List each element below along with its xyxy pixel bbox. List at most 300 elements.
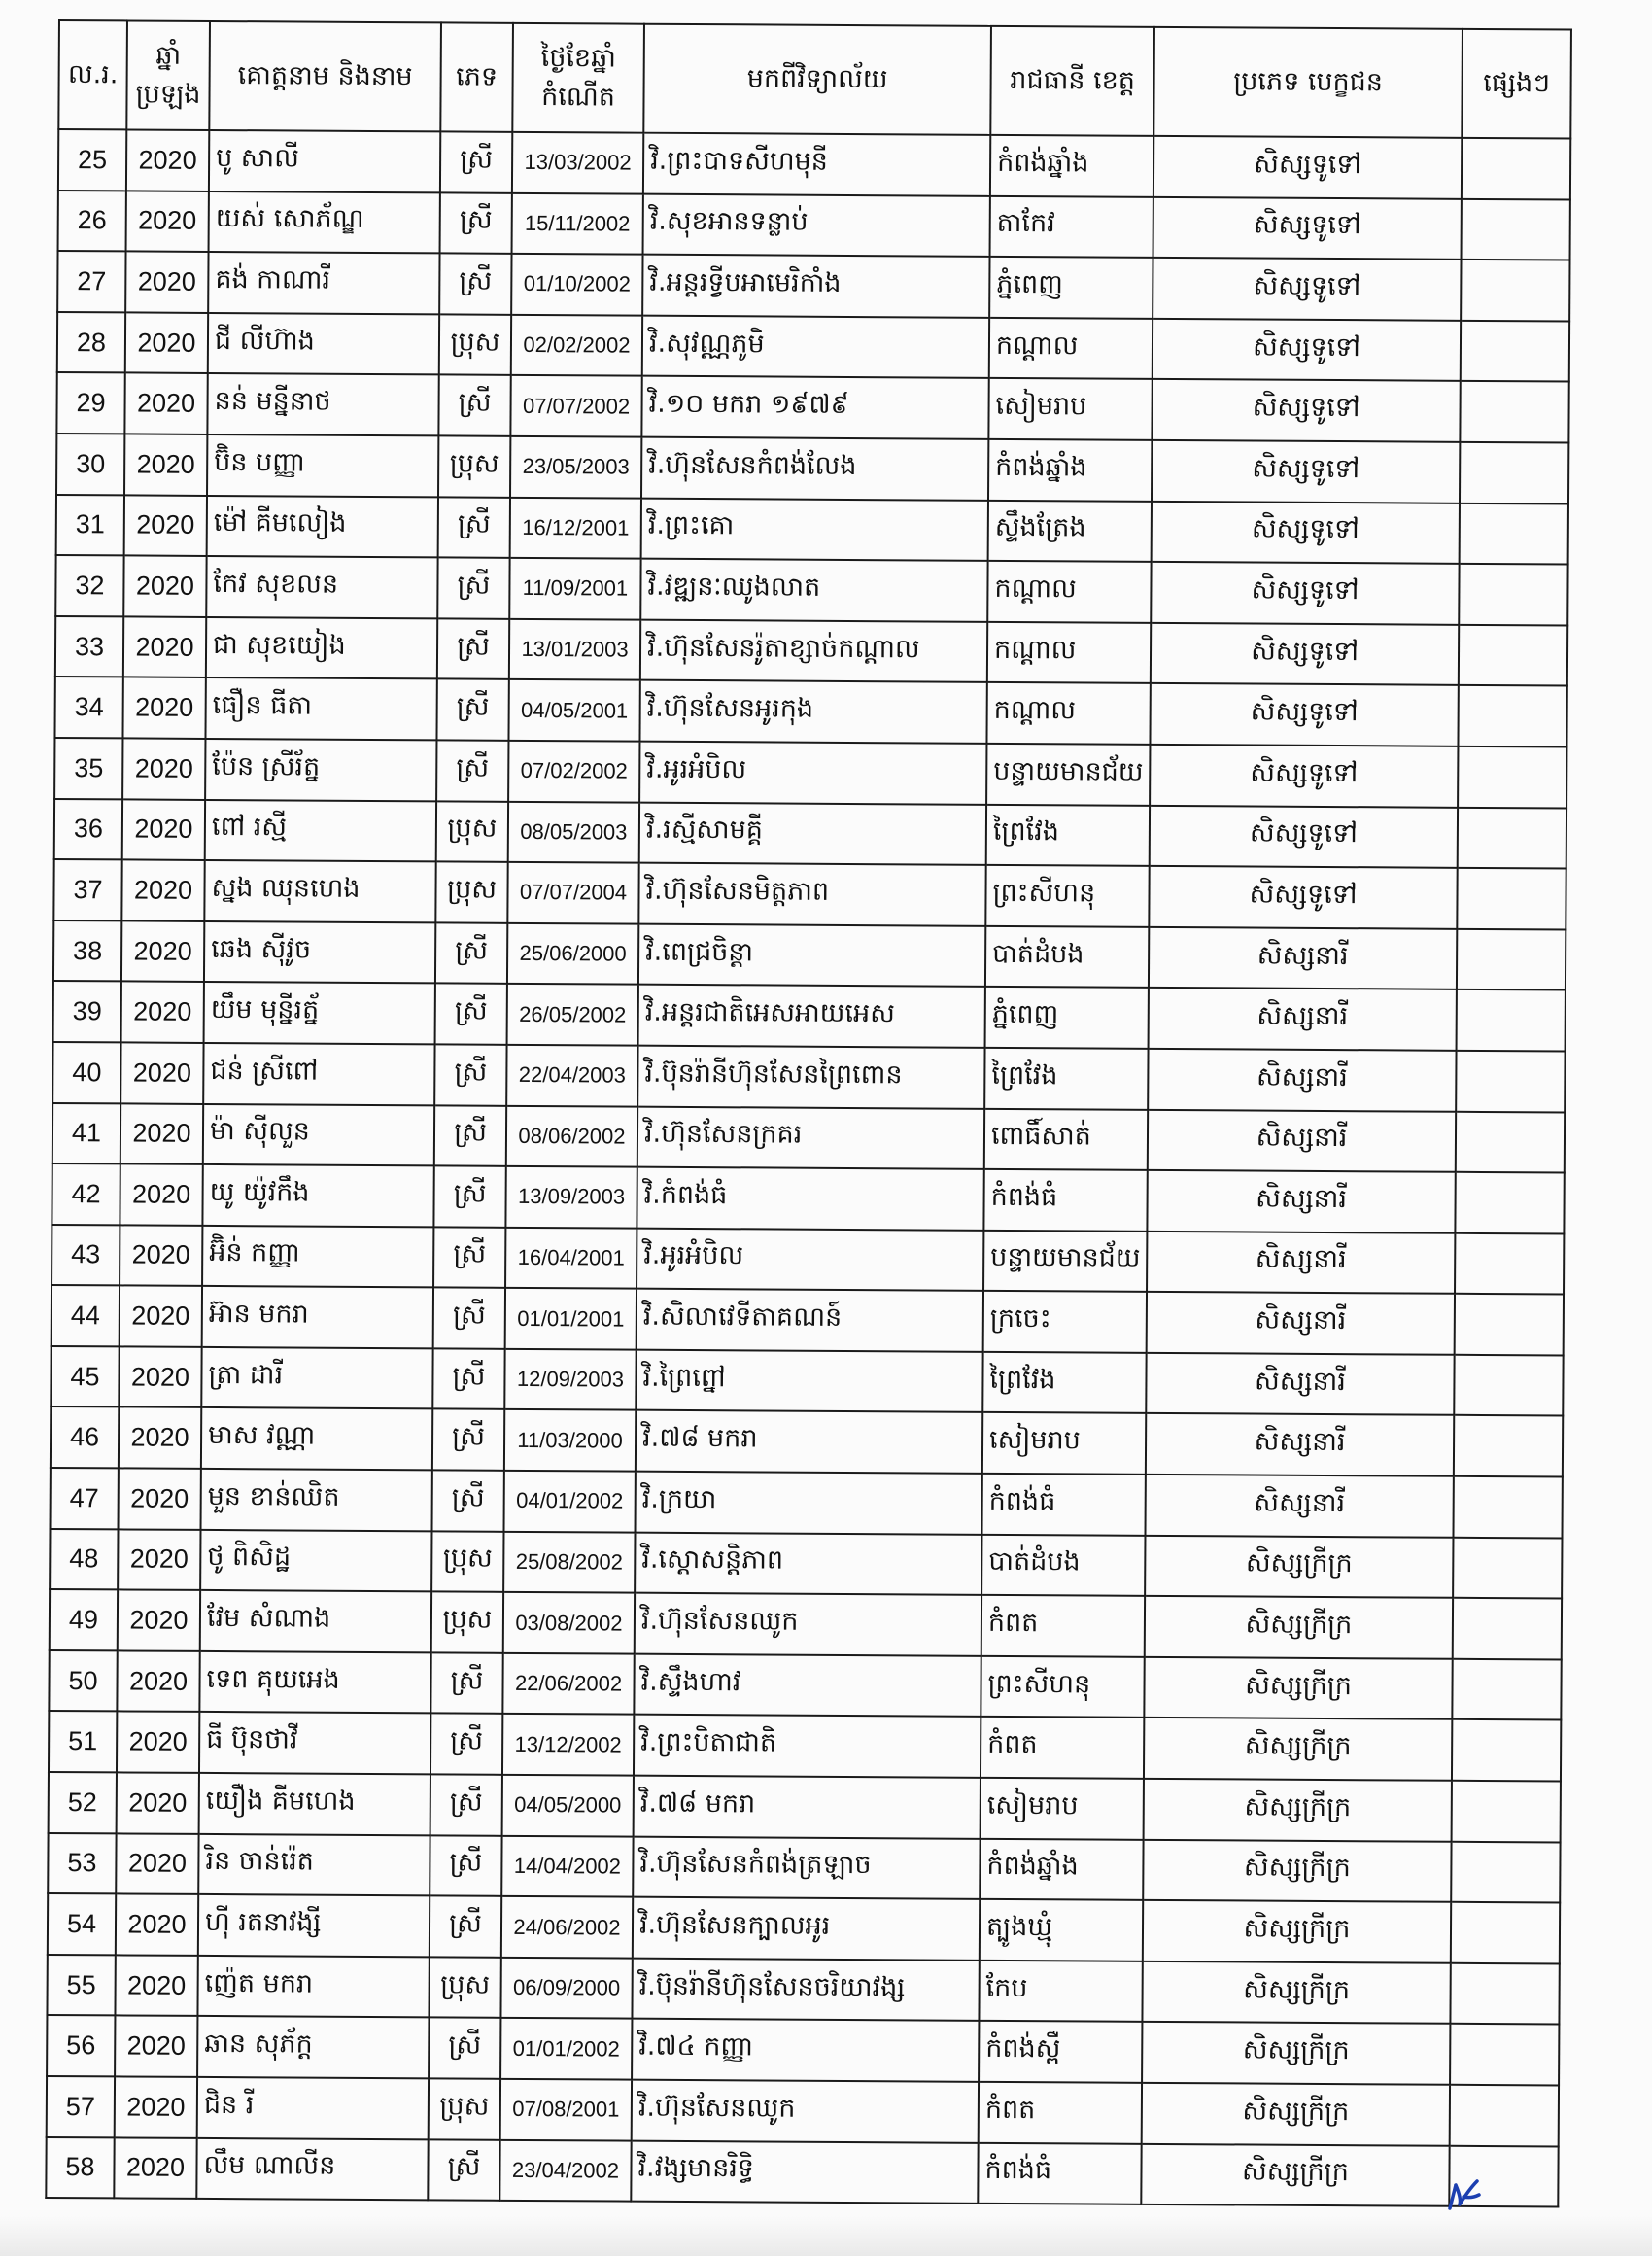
cell-other (1462, 138, 1570, 199)
cell-no: 54 (48, 1893, 116, 1955)
cell-other (1450, 2085, 1559, 2146)
cell-school: វិ.ព្រះបិតាជាតិ (634, 1715, 981, 1778)
cell-no: 49 (50, 1589, 118, 1650)
cell-exam-year: 2020 (119, 1407, 201, 1469)
cell-no: 38 (53, 920, 121, 982)
cell-province: កំពង់ស្ពឺ (979, 2021, 1142, 2083)
table-row (55, 555, 1567, 625)
cell-exam-year: 2020 (120, 1042, 203, 1103)
cell-no: 44 (52, 1285, 120, 1346)
cell-name: នន់ មន្នីនាថ (207, 373, 438, 435)
cell-province: កំពង់ធំ (978, 2142, 1141, 2204)
cell-sex: ស្រី (436, 679, 508, 741)
cell-school: វិ.កំពង់ធំ (637, 1167, 983, 1231)
cell-name: ញ៉េត មករា (197, 1956, 429, 2018)
table-row (48, 1893, 1560, 1963)
cell-type: សិស្សទូទៅ (1150, 683, 1458, 746)
cell-sex: ប្រុស (429, 1957, 500, 2018)
table-row (49, 1772, 1561, 1842)
cell-dob: 13/12/2002 (502, 1714, 634, 1775)
cell-dob: 08/06/2002 (506, 1105, 637, 1166)
cell-province: ភ្នំពេញ (989, 257, 1153, 319)
cell-sex: ប្រុស (436, 801, 508, 862)
cell-sex: ប្រុស (429, 2078, 500, 2139)
cell-sex: ប្រុស (435, 862, 507, 923)
cell-type: សិស្សនារី (1145, 1475, 1453, 1538)
table-row (46, 2137, 1558, 2207)
cell-sex: ស្រី (437, 618, 509, 679)
cell-type: សិស្សនារី (1146, 1413, 1454, 1476)
cell-type: សិស្សនារី (1147, 1232, 1455, 1295)
cell-other (1452, 1719, 1561, 1781)
cell-no: 58 (46, 2137, 114, 2199)
cell-dob: 04/01/2002 (504, 1471, 636, 1532)
cell-other (1460, 381, 1568, 442)
cell-dob: 15/11/2002 (512, 192, 643, 254)
cell-name: ប៊ិន បញ្ញា (207, 434, 438, 497)
cell-province: ត្បូងឃ្មុំ (980, 1899, 1143, 1961)
cell-exam-year: 2020 (114, 2137, 196, 2199)
cell-no: 29 (56, 372, 124, 434)
cell-exam-year: 2020 (117, 1772, 199, 1833)
cell-school: វិ.ព្រះគោ (641, 498, 988, 561)
cell-name: ជា សុខយៀង (206, 617, 437, 679)
cell-school: វិ.រស្មីសាមគ្គី (639, 802, 986, 865)
cell-province: កណ្ដាល (987, 561, 1151, 623)
cell-dob: 16/12/2001 (510, 497, 641, 558)
cell-name: ហ៊ី រតនាវង្សី (198, 1894, 430, 1957)
cell-exam-year: 2020 (119, 1346, 201, 1407)
cell-dob: 14/04/2002 (501, 1835, 633, 1896)
cell-name: ឆេង ស៊ីវូច (204, 921, 435, 984)
cell-no: 55 (47, 1955, 115, 2016)
cell-no: 32 (55, 555, 123, 616)
cell-other (1459, 564, 1567, 625)
cell-dob: 23/04/2002 (499, 2139, 631, 2201)
cell-no: 45 (51, 1346, 119, 1407)
cell-province: ពោធិ៍សាត់ (984, 1108, 1148, 1170)
table-row (47, 2076, 1559, 2146)
cell-sex: ស្រី (429, 2018, 500, 2079)
cell-no: 41 (52, 1102, 120, 1163)
cell-other (1453, 1598, 1562, 1659)
cell-type: សិស្សទូទៅ (1153, 319, 1461, 382)
cell-name: ឆាន សុភ័ក្ត (197, 2016, 429, 2078)
table-row (54, 738, 1566, 808)
cell-sex: ប្រុស (438, 435, 510, 497)
cell-dob: 11/09/2001 (509, 558, 640, 619)
cell-name: គង់ កាណារី (208, 252, 439, 314)
cell-name: មួន ខាន់ឈិត (201, 1469, 432, 1531)
header-type: ប្រភេទ បេក្ខជន (1153, 27, 1463, 138)
cell-exam-year: 2020 (118, 1590, 200, 1651)
cell-exam-year: 2020 (122, 799, 205, 860)
cell-type: សិស្សទូទៅ (1153, 196, 1462, 260)
cell-other (1456, 1051, 1565, 1112)
cell-name: ម៉ា ស៊ីលួន (203, 1103, 434, 1165)
cell-no: 35 (54, 738, 122, 799)
cell-dob: 04/05/2000 (502, 1775, 634, 1836)
cell-other (1458, 685, 1566, 746)
cell-type: សិស្សនារី (1147, 1170, 1455, 1233)
cell-province: សៀមរាប (981, 1778, 1144, 1840)
cell-school: វិ.ហ៊ុនសែនកំពង់លែង (641, 437, 988, 501)
cell-school: វិ.ហ៊ុនសែនក្រគរ (637, 1106, 984, 1169)
cell-province: ក្រចេះ (983, 1291, 1147, 1353)
cell-sex: ប្រុស (439, 314, 511, 375)
cell-other (1452, 1781, 1561, 1842)
cell-dob: 04/05/2001 (508, 679, 639, 741)
cell-exam-year: 2020 (122, 677, 205, 739)
cell-no: 26 (58, 191, 126, 252)
cell-province: ព្រៃវែង (984, 1048, 1148, 1110)
cell-no: 53 (48, 1833, 116, 1894)
cell-no: 39 (53, 981, 121, 1042)
cell-type: សិស្សទូទៅ (1151, 623, 1459, 686)
cell-name: ជិន រី (197, 2077, 429, 2139)
cell-province: កំពង់ឆ្នាំង (988, 439, 1152, 502)
cell-school: វិ.ព្រៃព្នៅ (636, 1350, 982, 1413)
cell-other (1460, 503, 1568, 564)
table-row (52, 1042, 1565, 1112)
cell-exam-year: 2020 (124, 373, 207, 434)
cell-other (1457, 868, 1566, 929)
cell-exam-year: 2020 (121, 860, 204, 921)
cell-province: សៀមរាប (988, 378, 1152, 440)
cell-school: វិ.ព្រះបាទសីហមុនី (643, 133, 990, 196)
cell-province: ព្រះសីហនុ (981, 1656, 1144, 1718)
cell-no: 34 (54, 677, 122, 738)
cell-other (1455, 1294, 1564, 1355)
cell-dob: 22/06/2002 (502, 1653, 634, 1715)
cell-no: 52 (49, 1772, 117, 1833)
table-row (49, 1650, 1561, 1720)
cell-other (1454, 1415, 1563, 1476)
cell-school: វិ.៧៤ កញ្ញា (632, 2019, 979, 2082)
cell-other (1451, 1841, 1560, 1902)
cell-name: ស្នង ឈុនហេង (204, 860, 435, 922)
cell-dob: 13/03/2002 (512, 132, 643, 193)
cell-school: វិ.វង្សមានរិទ្ធិ (631, 2140, 978, 2204)
cell-exam-year: 2020 (121, 920, 204, 982)
header-province: រាជធានី ខេត្ត (990, 26, 1154, 136)
header-other: ផ្សេងៗ (1462, 29, 1571, 139)
header-row (58, 20, 1571, 139)
table-row (51, 1346, 1563, 1416)
cell-type: សិស្សនារី (1148, 1109, 1456, 1172)
cell-type: សិស្សក្រីក្រ (1143, 1900, 1451, 1963)
table-row (53, 920, 1566, 990)
header-exam-year: ឆ្នាំ ប្រឡង (126, 20, 210, 130)
cell-school: វិ.សុវណ្ណភូមិ (642, 315, 989, 378)
cell-exam-year: 2020 (115, 2016, 197, 2077)
cell-type: សិស្សក្រីក្រ (1142, 2022, 1450, 2085)
table-row (51, 1468, 1563, 1538)
cell-exam-year: 2020 (125, 252, 208, 313)
cell-exam-year: 2020 (124, 434, 207, 495)
cell-name: កែវ សុខលន (206, 556, 437, 618)
cell-no: 31 (56, 495, 124, 556)
cell-no: 57 (47, 2076, 115, 2137)
cell-dob: 07/08/2001 (500, 2079, 632, 2140)
cell-province: បាត់ដំបង (981, 1534, 1145, 1596)
cell-province: កំពង់ធំ (983, 1169, 1147, 1232)
cell-school: វិ.អូរអំបិល (639, 742, 986, 805)
cell-school: វិ.អន្តរទ្វីបអាមេរិកាំង (642, 255, 989, 318)
cell-no: 50 (49, 1650, 117, 1712)
cell-exam-year: 2020 (115, 1955, 197, 2016)
cell-other (1453, 1476, 1562, 1538)
cell-province: កណ្ដាល (987, 622, 1151, 684)
table-row (52, 1102, 1565, 1172)
cell-sex: ស្រី (430, 1774, 502, 1835)
cell-other (1455, 1172, 1564, 1233)
cell-type: សិស្សក្រីក្រ (1144, 1718, 1452, 1781)
cell-type: សិស្សក្រីក្រ (1144, 1657, 1452, 1720)
cell-type: សិស្សក្រីក្រ (1143, 1839, 1451, 1902)
cell-province: តាកែវ (990, 195, 1153, 258)
header-no: ល.រ. (58, 20, 127, 129)
cell-dob: 01/10/2002 (511, 254, 642, 315)
header-sex: ភេទ (440, 22, 513, 131)
cell-no: 40 (52, 1042, 120, 1103)
cell-school: វិ.ក្រយា (636, 1472, 982, 1535)
table-row (51, 1406, 1563, 1476)
cell-name: ប៉ែន ស្រីរ័ត្ន (205, 739, 436, 801)
cell-name: យឿង គីមហេង (199, 1773, 430, 1835)
cell-name: ទេព គុយអេង (199, 1651, 430, 1714)
cell-province: កណ្ដាល (989, 318, 1153, 380)
cell-exam-year: 2020 (123, 616, 206, 677)
cell-province: កណ្ដាល (986, 682, 1150, 745)
table-row (52, 1225, 1564, 1295)
table-row (54, 799, 1566, 869)
cell-province: សៀមរាប (982, 1412, 1146, 1475)
cell-school: វិ.៧៨ មករា (634, 1776, 981, 1839)
cell-sex: ស្រី (432, 1348, 504, 1409)
cell-name: មាស វណ្ណា (201, 1407, 432, 1470)
table-row (49, 1711, 1561, 1781)
cell-school: វិ.ហ៊ុនសែនកំពង់ត្រឡាច (633, 1836, 980, 1899)
cell-no: 56 (47, 2015, 115, 2076)
cell-dob: 07/02/2002 (508, 741, 639, 802)
cell-school: វិ.វឌ្ឍនៈឈូងលាត (640, 559, 987, 622)
cell-name: យូ យ៉ូវកឹង (202, 1164, 433, 1227)
cell-other (1461, 260, 1569, 321)
cell-other (1458, 746, 1566, 808)
cell-other (1455, 1232, 1564, 1294)
cell-name: ជី លីហ៊ាង (208, 313, 439, 375)
cell-no: 42 (52, 1163, 120, 1225)
table-row (53, 859, 1566, 929)
cell-sex: ស្រី (440, 131, 512, 192)
cell-sex: ស្រី (433, 1165, 505, 1227)
cell-name: បូ សាលី (209, 130, 440, 192)
cell-dob: 24/06/2002 (501, 1896, 633, 1958)
cell-exam-year: 2020 (118, 1529, 200, 1590)
cell-sex: ស្រី (428, 2139, 499, 2201)
cell-type: សិស្សទូទៅ (1149, 866, 1457, 929)
cell-other (1450, 2024, 1559, 2085)
cell-other (1453, 1537, 1562, 1598)
cell-sex: ស្រី (436, 740, 508, 801)
cell-dob: 01/01/2001 (505, 1288, 637, 1349)
cell-other (1450, 1963, 1559, 2025)
cell-type: សិស្សទូទៅ (1152, 440, 1460, 503)
table-row (54, 677, 1566, 746)
scan-bottom-edge (0, 2216, 1652, 2256)
cell-sex: ប្រុស (431, 1592, 503, 1653)
cell-dob: 25/06/2000 (507, 923, 638, 985)
table-row (58, 129, 1570, 199)
cell-type: សិស្សទូទៅ (1152, 379, 1460, 442)
cell-exam-year: 2020 (117, 1712, 199, 1773)
cell-type: សិស្សទូទៅ (1150, 745, 1458, 808)
cell-dob: 16/04/2001 (505, 1228, 637, 1289)
cell-other (1460, 442, 1568, 503)
cell-school: វិ.ហ៊ុនសែនមិត្តភាព (638, 863, 985, 926)
cell-school: វិ.ហ៊ុនសែនរ៉ូតាខ្សាច់កណ្ដាល (640, 619, 987, 682)
cell-school: វិ.ហ៊ុនសែនឈូក (635, 1593, 981, 1656)
cell-name: យឹម មុន្នីរត្ន័ (204, 982, 435, 1044)
cell-name: រិន ចាន់រ៉េត (198, 1834, 430, 1896)
cell-name: ត្រា ដារី (201, 1347, 432, 1409)
cell-sex: ស្រី (438, 375, 510, 436)
table-row (57, 251, 1569, 321)
table-row (52, 1285, 1564, 1355)
cell-no: 37 (53, 859, 121, 920)
table-row (47, 1955, 1559, 2025)
cell-sex: ស្រី (430, 1652, 502, 1714)
cell-type: សិស្សទូទៅ (1152, 501, 1460, 564)
cell-exam-year: 2020 (125, 312, 208, 373)
cell-province: បាត់ដំបង (985, 926, 1149, 989)
cell-sex: ស្រី (432, 1470, 504, 1531)
cell-dob: 25/08/2002 (503, 1531, 635, 1592)
cell-sex: ស្រី (437, 558, 509, 619)
cell-other (1452, 1659, 1561, 1720)
cell-type: សិស្សនារី (1149, 927, 1457, 990)
cell-province: កំពត (981, 1717, 1144, 1779)
cell-no: 51 (49, 1711, 117, 1772)
cell-exam-year: 2020 (120, 1164, 202, 1226)
cell-dob: 12/09/2003 (504, 1349, 636, 1410)
cell-province: កំពង់ឆ្នាំង (980, 1838, 1143, 1900)
cell-no: 46 (51, 1406, 119, 1468)
cell-no: 25 (58, 129, 126, 191)
cell-dob: 02/02/2002 (511, 315, 642, 376)
cell-name: ជន់ ស្រីពៅ (203, 1043, 434, 1105)
cell-sex: ស្រី (435, 984, 507, 1045)
cell-exam-year: 2020 (123, 556, 206, 617)
cell-school: វិ.៧៨ មករា (636, 1410, 982, 1474)
cell-other (1451, 1902, 1560, 1963)
cell-dob: 06/09/2000 (500, 1958, 632, 2019)
cell-type: សិស្សទូទៅ (1150, 805, 1458, 868)
table-row (58, 191, 1570, 260)
table-row (53, 981, 1566, 1051)
cell-exam-year: 2020 (122, 738, 205, 799)
cell-name: អ៊ាន មករា (202, 1286, 433, 1348)
cell-sex: ស្រី (434, 1105, 506, 1166)
cell-school: វិ.អន្តរជាតិអេសអាយអេស (638, 985, 985, 1048)
cell-no: 36 (54, 799, 122, 860)
table-row (56, 372, 1568, 442)
cell-exam-year: 2020 (126, 129, 209, 191)
cell-dob: 26/05/2002 (507, 984, 638, 1045)
cell-name: ធឿន ធីតា (205, 677, 436, 740)
cell-exam-year: 2020 (120, 1286, 202, 1347)
cell-dob: 11/03/2000 (504, 1409, 636, 1471)
header-dob: ថ្ងៃខែឆ្នាំ កំណើត (512, 23, 644, 133)
cell-province: កំពង់ធំ (981, 1474, 1145, 1536)
cell-exam-year: 2020 (120, 1225, 202, 1286)
cell-exam-year: 2020 (116, 1894, 198, 1956)
table-row (48, 1833, 1560, 1903)
cell-school: វិ.១០ មករា ១៩៧៩ (641, 376, 988, 439)
cell-other (1457, 929, 1566, 990)
cell-school: វិ.អូរអំបិល (637, 1228, 983, 1291)
cell-type: សិស្សក្រីក្រ (1145, 1596, 1453, 1659)
cell-name: វែម សំណាង (200, 1590, 431, 1652)
cell-dob: 23/05/2003 (510, 436, 641, 498)
cell-province: ភ្នំពេញ (985, 987, 1149, 1049)
cell-exam-year: 2020 (117, 1650, 199, 1712)
cell-school: វិ.ពេជ្រចិន្ដា (638, 923, 985, 987)
cell-school: វិ.សុខអានទន្លាប់ (643, 193, 990, 257)
cell-name: លឹម ណាលីន (196, 2138, 428, 2201)
cell-sex: ស្រី (438, 497, 510, 558)
cell-type: សិស្សទូទៅ (1151, 562, 1459, 625)
cell-exam-year: 2020 (116, 1833, 198, 1894)
cell-sex: ស្រី (439, 254, 511, 315)
cell-no: 28 (57, 312, 125, 373)
cell-name: ធី ប៊ុនថាវី (199, 1712, 430, 1774)
cell-sex: ស្រី (435, 922, 507, 984)
table-row (52, 1163, 1564, 1233)
cell-type: សិស្សទូទៅ (1153, 136, 1462, 199)
handwritten-initial-mark (1436, 2175, 1485, 2214)
cell-province: កំពត (979, 2082, 1142, 2144)
cell-school: វិ.ហ៊ុនសែនឈូក (632, 2080, 979, 2143)
table-row (50, 1589, 1562, 1659)
cell-other (1462, 198, 1570, 260)
cell-type: សិស្សនារី (1149, 988, 1457, 1051)
cell-dob: 08/05/2003 (508, 801, 639, 862)
cell-province: បន្ទាយមានជ័យ (983, 1231, 1147, 1293)
cell-school: វិ.ប៊ុនរ៉ានីហ៊ុនសែនចរិយាវង្ស (632, 1958, 979, 2021)
cell-type: សិស្សក្រីក្រ (1142, 1961, 1450, 2025)
cell-sex: ស្រី (430, 1835, 501, 1896)
cell-name: ថូ ពិសិដ្ឋ (200, 1530, 431, 1592)
cell-name: ពៅ រស្មី (205, 799, 436, 861)
cell-name: យស់ សោភ័ណ្ឌ (209, 191, 440, 254)
cell-sex: ស្រី (440, 192, 512, 254)
cell-province: កំពង់ឆ្នាំង (990, 135, 1153, 197)
cell-sex: ស្រី (433, 1288, 505, 1349)
cell-dob: 07/07/2002 (510, 375, 641, 436)
cell-province: កំពត (981, 1595, 1145, 1657)
cell-other (1454, 1355, 1563, 1416)
cell-no: 30 (56, 434, 124, 495)
cell-province: ស្ទឹងត្រែង (988, 500, 1152, 562)
cell-dob: 13/09/2003 (505, 1166, 637, 1228)
cell-province: បន្ទាយមានជ័យ (986, 744, 1150, 806)
table-row (56, 434, 1568, 503)
cell-school: វិ.ហ៊ុនសែនអូរកុង (639, 680, 986, 744)
table-row (55, 616, 1567, 686)
cell-no: 48 (50, 1529, 118, 1590)
